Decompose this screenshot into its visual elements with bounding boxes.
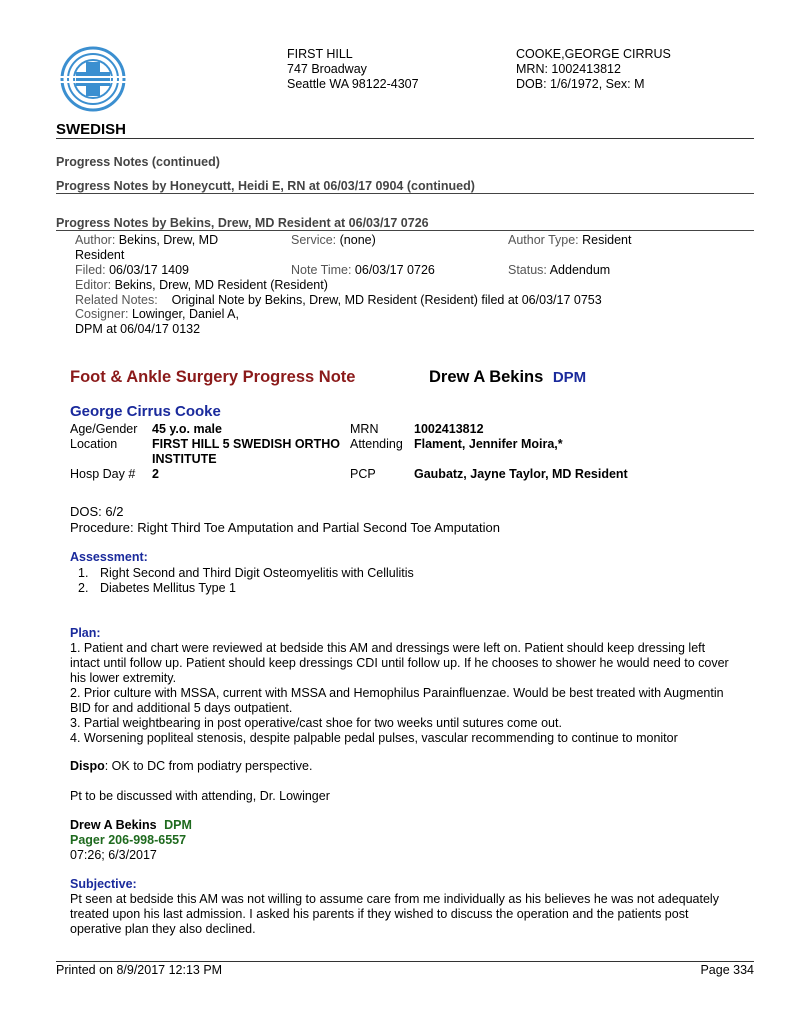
continued-title: Progress Notes (continued) <box>56 155 220 169</box>
attending-value: Flament, Jennifer Moira,* <box>414 437 563 451</box>
swedish-logo-icon <box>60 46 126 112</box>
mrn-value: 1002413812 <box>414 422 484 436</box>
plan-text: 1. Patient and chart were reviewed at bedside this AM and dressings were left on. Patient should keep dressing left intact until follow up. Patient should keep dressings CDI until follow up. If he chooses to shower he would need to cover his lower extremity. 2. Prior culture with MSSA, current with MSSA and Hemophilus Parainfluenzae. Would be best treated with Augmentin BID for and additional 5 days outpatient. 3. Partial weightbearing in post operative/cast shoe for two weeks until sutures come out. 4. Worsening popliteal stenosis, despite palpable pedal pulses, vascular recommending to continue to monitor <box>70 641 729 745</box>
meta-cosigner-2: DPM at 06/04/17 0132 <box>75 322 201 336</box>
hosp-day-value: 2 <box>152 467 159 481</box>
footer-rule <box>56 961 754 962</box>
facility-street: 747 Broadway <box>287 62 367 76</box>
plan-heading: Plan: <box>70 626 101 640</box>
list-item: 1. Right Second and Third Digit Osteomyelitis with Cellulitis <box>78 566 414 580</box>
patient-name: George Cirrus Cooke <box>70 403 221 420</box>
facility-address <box>287 47 419 92</box>
note-by: Progress Notes by Bekins, Drew, MD Resident at 06/03/17 0726 <box>56 216 429 230</box>
patient-header-name: COOKE,GEORGE CIRRUS <box>516 47 671 61</box>
note-title: Foot & Ankle Surgery Progress Note <box>70 368 356 386</box>
dos: DOS: 6/2 <box>70 504 124 519</box>
patient-header-mrn: MRN: 1002413812 <box>516 62 621 76</box>
age-label: Age/Gender <box>70 422 138 436</box>
mrn-label: MRN <box>350 422 379 436</box>
note-doctor: Drew A Bekins DPM <box>429 368 587 386</box>
assessment-list <box>78 566 414 596</box>
meta-status: Status: Addendum <box>508 263 611 277</box>
pcp-label: PCP <box>350 467 376 481</box>
attending-label: Attending <box>350 437 403 451</box>
meta-related: Related Notes: Original Note by Bekins, Drew, MD Resident (Resident) filed at 06/03/17 0753 <box>75 293 602 307</box>
list-item: 2. Diabetes Mellitus Type 1 <box>78 581 236 595</box>
signature-pager: Pager 206-998-6557 <box>70 833 187 847</box>
discuss: Pt to be discussed with attending, Dr. Lowinger <box>70 789 330 803</box>
meta-filed: Filed: 06/03/17 1409 <box>75 263 190 277</box>
location-value: FIRST HILL 5 SWEDISH ORTHO INSTITUTE <box>152 437 340 466</box>
meta-author: Author: Bekins, Drew, MD <box>75 233 219 247</box>
facility-city: Seattle WA 98122-4307 <box>287 77 419 91</box>
header-rule <box>56 138 754 139</box>
assessment-heading: Assessment: <box>70 550 148 564</box>
logo-text: SWEDISH <box>56 121 127 138</box>
pcp-value: Gaubatz, Jayne Taylor, MD Resident <box>414 467 628 481</box>
hosp-day-label: Hosp Day # <box>70 467 136 481</box>
continued-by: Progress Notes by Honeycutt, Heidi E, RN at 06/03/17 0904 (continued) <box>56 179 475 193</box>
meta-author-type: Author Type: Resident <box>508 233 632 247</box>
age-value: 45 y.o. male <box>152 422 222 436</box>
meta-author-2: Resident <box>75 248 125 262</box>
meta-note-time: Note Time: 06/03/17 0726 <box>291 263 435 277</box>
location-label: Location <box>70 437 118 451</box>
page-number: Page 334 <box>700 963 754 977</box>
signature-time: 07:26; 6/3/2017 <box>70 848 157 862</box>
patient-header <box>516 47 671 92</box>
signature-name: Drew A Bekins DPM <box>70 818 192 832</box>
subjective-text: Pt seen at bedside this AM was not willing to assume care from me individually as his believes he was not adequately treated upon his last admission. I asked his parents if they wished to discuss the operation and the patients post operative plan they also declined. <box>70 892 719 936</box>
printed-on: Printed on 8/9/2017 12:13 PM <box>56 963 223 977</box>
dispo: Dispo: OK to DC from podiatry perspective. <box>70 759 313 773</box>
patient-header-dob: DOB: 1/6/1972, Sex: M <box>516 77 645 91</box>
meta-service: Service: (none) <box>291 233 376 247</box>
meta-cosigner: Cosigner: Lowinger, Daniel A, <box>75 307 239 321</box>
meta-editor: Editor: Bekins, Drew, MD Resident (Resident) <box>75 278 328 292</box>
continued-rule <box>56 193 754 194</box>
facility-name: FIRST HILL <box>287 47 353 61</box>
note-by-rule <box>56 230 754 231</box>
subjective-heading: Subjective: <box>70 877 137 891</box>
patient-info-table <box>70 422 628 482</box>
procedure: Procedure: Right Third Toe Amputation and Partial Second Toe Amputation <box>70 520 500 535</box>
